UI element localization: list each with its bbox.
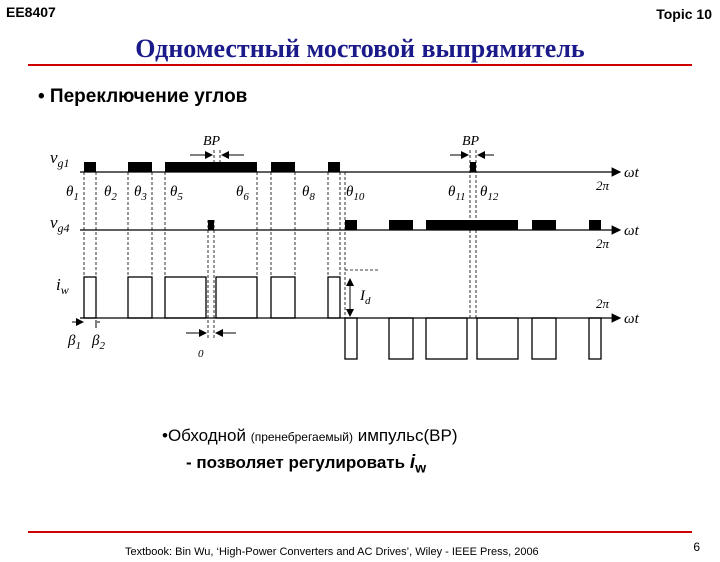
iw-label: $i_w$: [56, 275, 69, 297]
topic-label: Topic 10: [656, 6, 712, 22]
footer-citation: Textbook: Bin Wu, ‘High-Power Converters and AC Drives’, Wiley - IEEE Press, 2006: [125, 546, 539, 558]
two-beta0-label: 0: [198, 348, 204, 360]
wt-label-3: ωt: [624, 311, 639, 327]
iw-negative-pulses: [345, 318, 601, 359]
slide-title: Одноместный мостовой выпрямитель: [135, 34, 585, 63]
theta8-label: $\theta_8$: [302, 184, 315, 203]
vg4-pulses: [208, 220, 601, 230]
footer-rule: [28, 531, 692, 533]
theta5-label: $\theta_5$: [170, 184, 183, 203]
theta12-label: $\theta_{12}$: [480, 184, 499, 203]
vg4-label: $v_{g4}$: [50, 213, 70, 235]
two-pi-label-2: 2π: [596, 236, 610, 251]
beta-markers: [72, 320, 100, 328]
wt-label-1: ωt: [624, 165, 639, 181]
beta1-label: $\beta_1$: [68, 333, 81, 352]
vg1-label: $v_{g1}$: [50, 148, 70, 170]
id-label: $I_d$: [360, 288, 371, 307]
two-pi-label-3: 2π: [596, 296, 610, 311]
theta11-label: $\theta_{11}$: [448, 184, 466, 203]
vg1-pulses: [84, 162, 476, 172]
page-number: 6: [693, 540, 700, 554]
beta2-label: $\beta_2$: [92, 333, 105, 352]
dashed-guides: [84, 150, 476, 340]
regulation-note: - позволяет регулировать $i_w$: [186, 452, 427, 477]
iw-positive-pulses: [84, 277, 340, 318]
theta2-label: $\theta_2$: [104, 184, 117, 203]
theta3-label: $\theta_3$: [134, 184, 147, 203]
theta1-label: $\theta_1$: [66, 184, 79, 203]
bullet-heading: • Переключение углов: [38, 86, 248, 107]
theta10-label: $\theta_{10}$: [346, 184, 365, 203]
course-code: EE8407: [6, 4, 56, 20]
wt-label-2: ωt: [624, 223, 639, 239]
two-pi-label-1: 2π: [596, 178, 610, 193]
bp-label-right: BP: [462, 134, 480, 149]
theta6-label: $\theta_6$: [236, 184, 249, 203]
bp-label-left: BP: [203, 134, 221, 149]
bypass-pulse-note: •Обходной (пренебрегаемый) импульс(BP): [162, 426, 458, 445]
